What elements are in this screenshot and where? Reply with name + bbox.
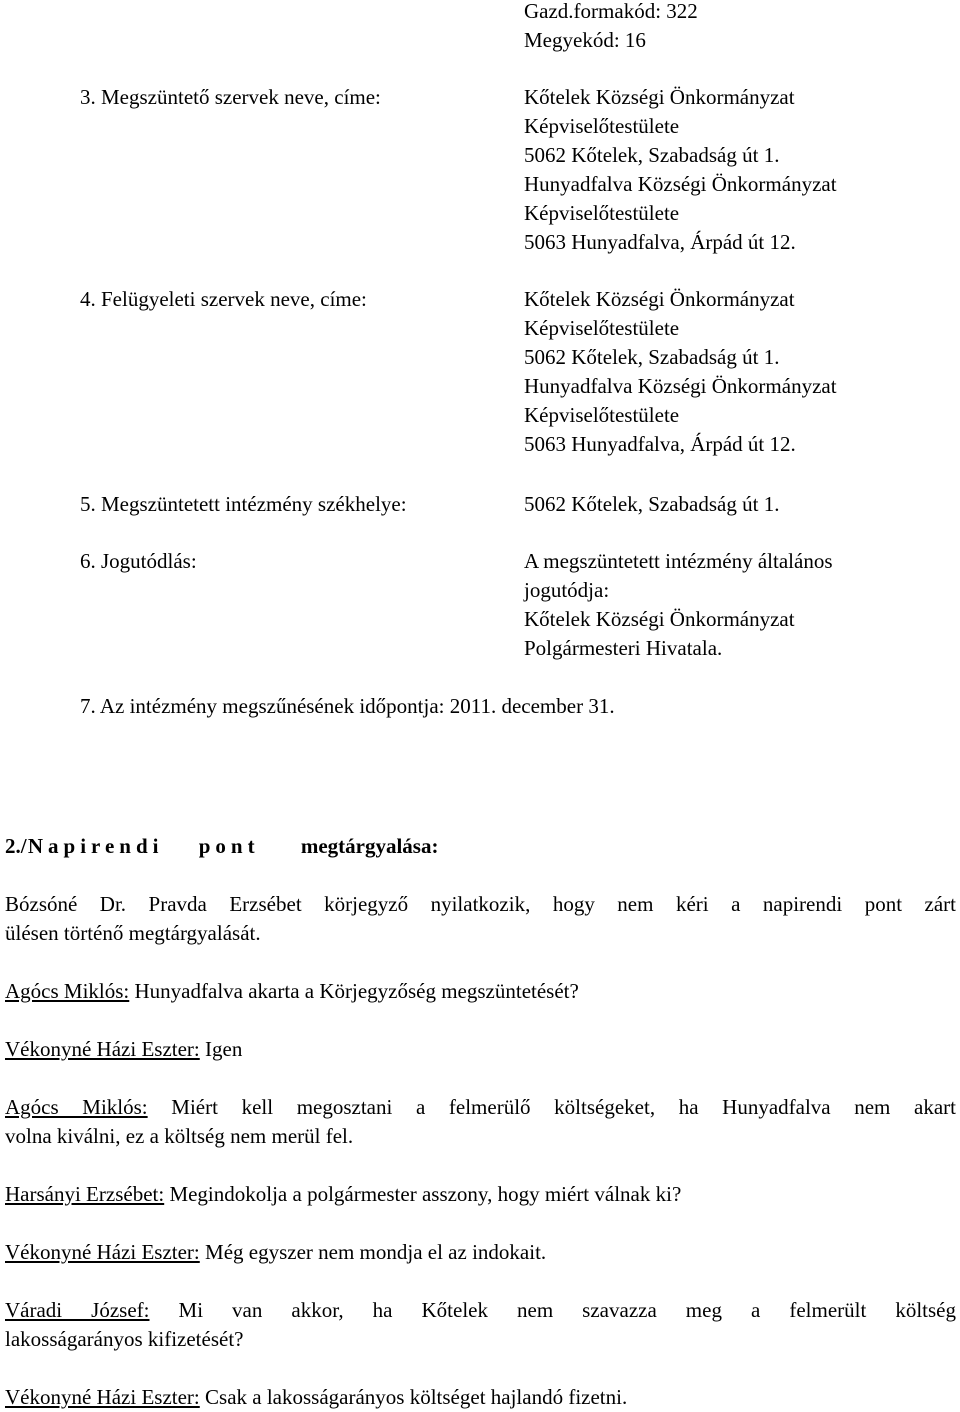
dialogue-paragraph (5, 890, 956, 919)
speech-text: Hunyadfalva akarta a Körjegyzőség megszüntetését? (134, 979, 579, 1003)
item6-label: 6. Jogutódlás: (80, 549, 197, 573)
dialogue-entry (5, 1238, 956, 1267)
dialogue-entry (5, 1093, 956, 1122)
speech-text-line1: Miért kell megosztani a felmerülő költségeket, ha Hunyadfalva nem akart (171, 1095, 956, 1119)
gazd-formakod: Gazd.formakód: 322 (524, 0, 698, 23)
item7-text: 7. Az intézmény megszűnésének időpontja: 2011. december 31. (80, 694, 615, 718)
item4-line: Képviselőtestülete (524, 403, 680, 427)
agenda-number: 2./ (5, 834, 27, 858)
item3-line: Hunyadfalva Községi Önkormányzat (524, 172, 837, 196)
agenda-word-megtargyalasa: megtárgyalása: (300, 834, 439, 858)
agenda-word-pont: pont (198, 834, 260, 858)
speaker-name: Agócs Miklós: (5, 979, 130, 1003)
agenda-heading (5, 832, 438, 860)
item4-line: 5062 Kőtelek, Szabadság út 1. (524, 345, 780, 369)
item4-line: Kőtelek Községi Önkormányzat (524, 287, 795, 311)
item4-line: 5063 Hunyadfalva, Árpád út 12. (524, 432, 796, 456)
megyekod: Megyekód: 16 (524, 28, 646, 52)
speech-text: Csak a lakosságarányos költséget hajlandó fizetni. (205, 1385, 628, 1409)
item3-line: Képviselőtestülete (524, 201, 680, 225)
speaker-name: Vékonyné Házi Eszter: (5, 1037, 200, 1061)
item4-line: Képviselőtestülete (524, 316, 680, 340)
paragraph-text-line1: Bózsóné Dr. Pravda Erzsébet körjegyző nyilatkozik, hogy nem kéri a napirendi pont zárt (5, 892, 956, 916)
speaker-name: Vékonyné Házi Eszter: (5, 1385, 200, 1409)
dialogue-entry (5, 1383, 956, 1412)
speech-text-line1: Mi van akkor, ha Kőtelek nem szavazza meg a felmerült költség (178, 1298, 956, 1322)
speaker-name: Váradi József: (5, 1298, 150, 1322)
item4-label: 4. Felügyeleti szervek neve, címe: (80, 287, 367, 311)
item5-value: 5062 Kőtelek, Szabadság út 1. (524, 492, 780, 516)
item4-line: Hunyadfalva Községi Önkormányzat (524, 374, 837, 398)
speech-text-line2: volna kiválni, ez a költség nem merül fel. (5, 1124, 354, 1148)
item6-line: A megszüntetett intézmény általános (524, 549, 833, 573)
speech-text: Igen (205, 1037, 243, 1061)
item3-label: 3. Megszüntető szervek neve, címe: (80, 85, 381, 109)
speech-text-line2: lakosságarányos kifizetését? (5, 1327, 244, 1351)
item3-line: 5062 Kőtelek, Szabadság út 1. (524, 143, 780, 167)
dialogue-entry (5, 1035, 956, 1064)
dialogue-entry-cont (5, 1122, 956, 1151)
item5-label: 5. Megszüntetett intézmény székhelye: (80, 492, 407, 516)
item6-line: Polgármesteri Hivatala. (524, 636, 723, 660)
paragraph-text-line2: ülésen történő megtárgyalását. (5, 921, 261, 945)
dialogue-paragraph-cont (5, 919, 956, 948)
dialogue-entry (5, 1180, 956, 1209)
item6-line: jogutódja: (524, 578, 610, 602)
agenda-word-napirendi: Napirendi (27, 834, 164, 858)
dialogue-entry (5, 977, 956, 1006)
dialogue-entry (5, 1296, 956, 1325)
speech-text: Megindokolja a polgármester asszony, hogy miért válnak ki? (169, 1182, 682, 1206)
item6-line: Kőtelek Községi Önkormányzat (524, 607, 795, 631)
item3-line: Képviselőtestülete (524, 114, 680, 138)
speaker-name: Vékonyné Házi Eszter: (5, 1240, 200, 1264)
item3-line: 5063 Hunyadfalva, Árpád út 12. (524, 230, 796, 254)
dialogue-entry-cont (5, 1325, 956, 1354)
item3-line: Kőtelek Községi Önkormányzat (524, 85, 795, 109)
speech-text: Még egyszer nem mondja el az indokait. (205, 1240, 547, 1264)
speaker-name: Harsányi Erzsébet: (5, 1182, 165, 1206)
speaker-name: Agócs Miklós: (5, 1095, 148, 1119)
